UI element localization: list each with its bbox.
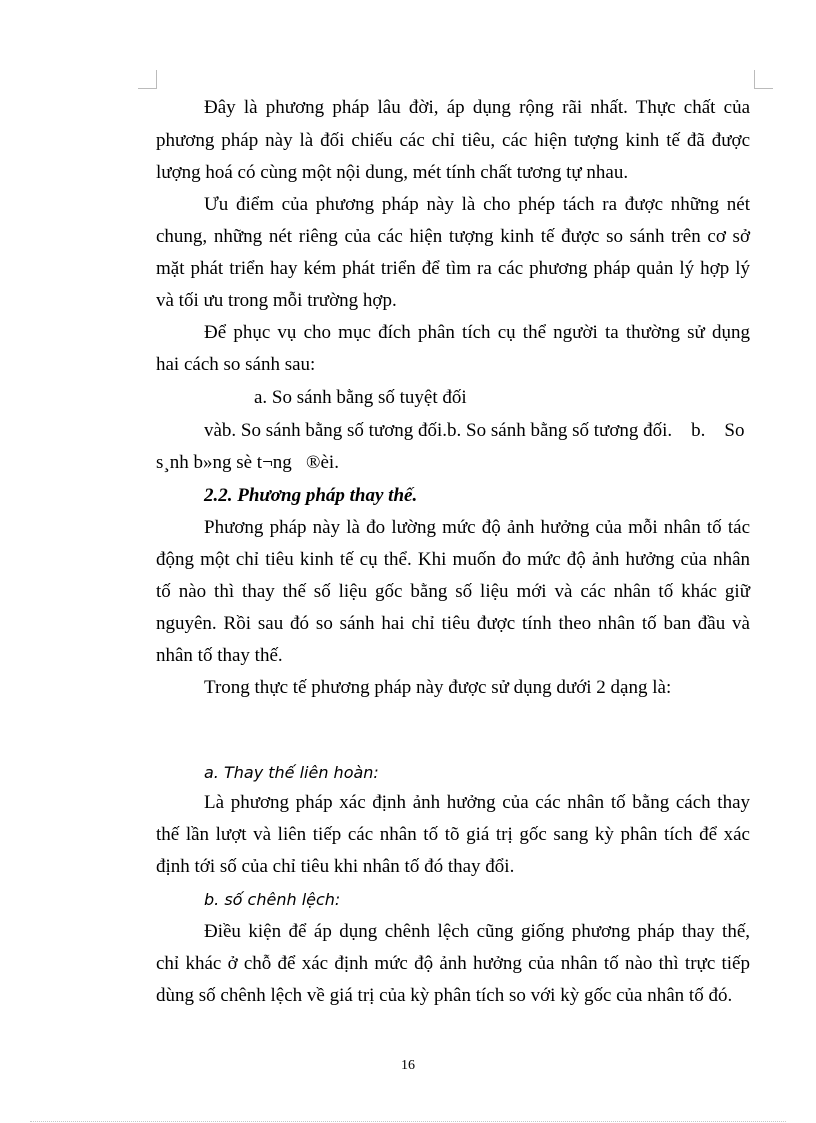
- page-boundary-rule: [30, 1121, 786, 1122]
- list-item-b: vàb. So sánh bằng số tương đối.b. So sánh bằng số tương đối. b. So: [204, 420, 745, 441]
- paragraph-line: lượng hoá có cùng một nội dung, mét tính chất tương tự nhau.: [156, 162, 629, 183]
- paragraph-line: Đây là phương pháp lâu đời, áp dụng rộng rãi nhất. Thực chất của: [204, 97, 750, 118]
- paragraph-line: nhân tố thay thế.: [156, 645, 283, 666]
- paragraph-line: phương pháp này là đối chiếu các chỉ tiêu, các hiện tượng kinh tế đã được: [156, 130, 750, 151]
- subheading-b: b. số chênh lệch:: [204, 890, 341, 909]
- paragraph-line: hai cách so sánh sau:: [156, 354, 316, 375]
- list-item-b-continuation: s¸nh b»ng sè t¬ng ®èi.: [156, 452, 339, 473]
- paragraph-line: tố nào thì thay thế số liệu gốc bằng số liệu mới và các nhân tố khác giữ: [156, 581, 750, 602]
- margin-corner-mark: [754, 70, 773, 89]
- page-number: 16: [401, 1058, 415, 1073]
- paragraph-line: chung, những nét riêng của các hiện tượng kinh tế được so sánh trên cơ sở: [156, 226, 750, 247]
- paragraph-line: mặt phát triển hay kém phát triển để tìm ra các phương pháp quản lý hợp lý: [156, 258, 750, 279]
- paragraph-line: Điều kiện để áp dụng chênh lệch cũng giống phương pháp thay thế,: [204, 921, 750, 942]
- paragraph-line: Để phục vụ cho mục đích phân tích cụ thể người ta thường sử dụng: [204, 322, 750, 343]
- section-heading: 2.2. Phương pháp thay thế.: [204, 485, 418, 506]
- paragraph-line: dùng số chênh lệch về giá trị của kỳ phân tích so với kỳ gốc của nhân tố đó.: [156, 985, 733, 1006]
- paragraph-line: Trong thực tế phương pháp này được sử dụng dưới 2 dạng là:: [204, 677, 672, 698]
- paragraph-line: chỉ khác ở chỗ để xác định mức độ ảnh hưởng của nhân tố nào thì trực tiếp: [156, 953, 750, 974]
- paragraph-line: nguyên. Rồi sau đó so sánh hai chỉ tiêu được tính theo nhân tố ban đầu và: [156, 613, 750, 634]
- paragraph-line: Ưu điểm của phương pháp này là cho phép tách ra được những nét: [204, 194, 750, 215]
- paragraph-line: định tới số của chỉ tiêu khi nhân tố đó thay đổi.: [156, 856, 515, 877]
- paragraph-line: thế lần lượt và liên tiếp các nhân tố tõ giá trị gốc sang kỳ phân tích để xác: [156, 824, 750, 845]
- list-item-a: a. So sánh bằng số tuyệt đối: [254, 387, 467, 408]
- paragraph-line: Phương pháp này là đo lường mức độ ảnh hưởng của mỗi nhân tố tác: [204, 517, 750, 538]
- paragraph-line: Là phương pháp xác định ảnh hưởng của các nhân tố bằng cách thay: [204, 792, 750, 813]
- subheading-a: a. Thay thế liên hoàn:: [204, 763, 379, 782]
- paragraph-line: và tối ưu trong mỗi trường hợp.: [156, 290, 397, 311]
- paragraph-line: động một chỉ tiêu kinh tế cụ thể. Khi muốn đo mức độ ảnh hưởng của nhân: [156, 549, 750, 570]
- margin-corner-mark: [138, 70, 157, 89]
